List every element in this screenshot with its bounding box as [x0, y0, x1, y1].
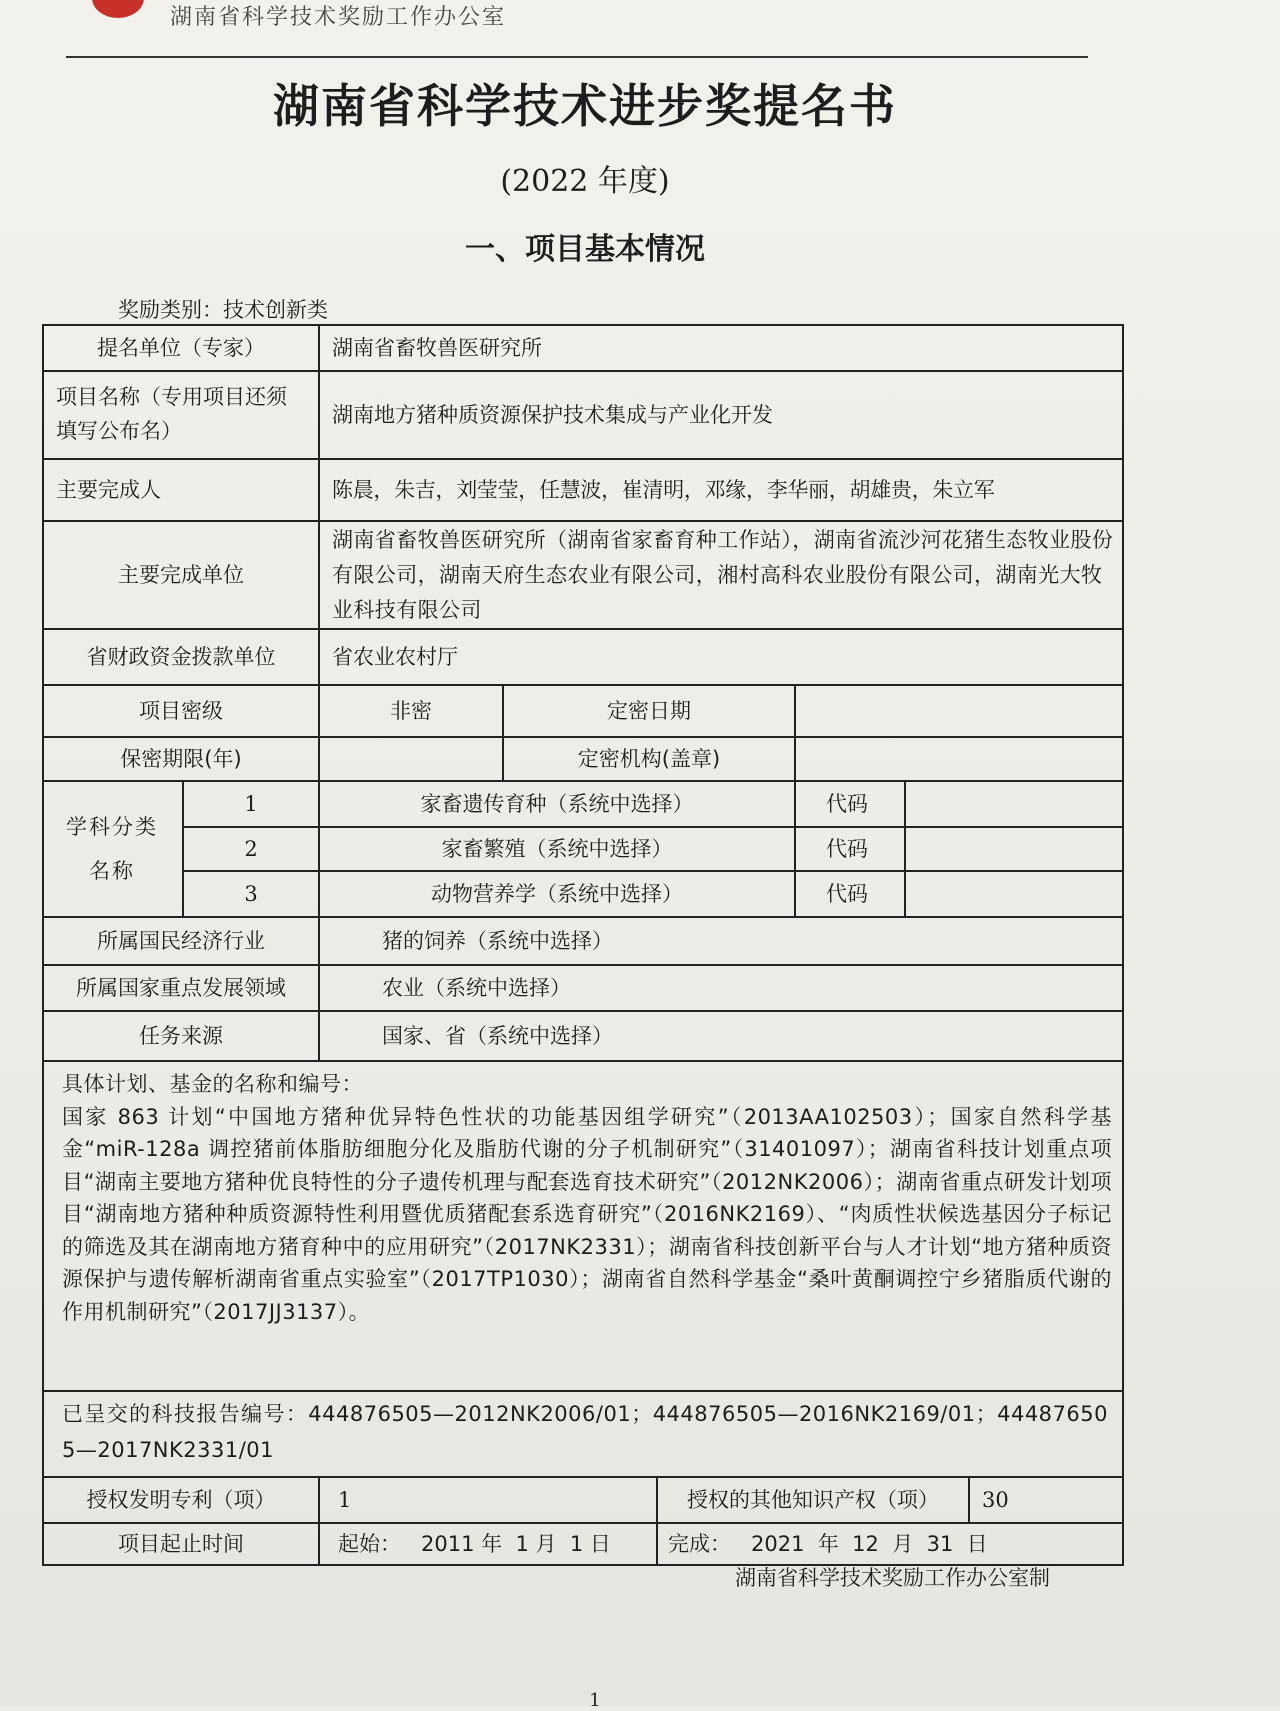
- document-title: 湖南省科学技术进步奖提名书: [273, 79, 897, 133]
- secret-level-label: 项目密级: [139, 699, 223, 723]
- table-rule: [794, 780, 796, 916]
- red-seal-fragment: [92, 0, 144, 18]
- industry-value: 猪的饲养（系统中选择）: [382, 929, 613, 953]
- discipline-code: [912, 782, 1112, 826]
- finance-value: 省农业农村厅: [332, 645, 458, 669]
- field-value: 农业（系统中选择）: [382, 976, 571, 1000]
- period-end: 完成： 2021 年 12 月 31 日: [668, 1532, 988, 1556]
- industry-label: 所属国民经济行业: [97, 929, 265, 953]
- source-value: 国家、省（系统中选择）: [382, 1024, 613, 1048]
- discipline-code: [912, 828, 1112, 870]
- discipline-number: 1: [244, 792, 258, 816]
- fund-block: [62, 1068, 1112, 1388]
- discipline-name: 家畜遗传育种（系统中选择）: [420, 792, 694, 816]
- table-rule: [42, 1060, 1124, 1062]
- secret-date-label: 定密日期: [607, 699, 691, 723]
- table-rule: [968, 1476, 970, 1522]
- period-label: 项目起止时间: [118, 1532, 244, 1556]
- nominator-label: 提名单位（专家）: [97, 336, 265, 360]
- table-rule: [904, 780, 906, 916]
- secret-period-value: [320, 738, 502, 780]
- document-year: (2022 年度): [500, 164, 670, 199]
- project-label: 项目名称（专用项目还须填写公布名）: [56, 385, 287, 443]
- discipline-name: 家畜繁殖（系统中选择）: [441, 837, 673, 861]
- made-by-footer: 湖南省科学技术奖励工作办公室制: [735, 1566, 1050, 1590]
- ip-value: 30: [982, 1488, 1009, 1512]
- secret-org-value: [802, 738, 1112, 780]
- header-rule: [66, 56, 1088, 58]
- finance-label: 省财政资金拨款单位: [86, 645, 276, 669]
- units-value: 湖南省畜牧兽医研究所（湖南省家畜育种工作站），湖南省流沙河花猪生态牧业股份有限公司，湖南天府生态农业有限公司，湘村高科农业股份有限公司，湖南光大牧业科技有限公司: [332, 527, 1114, 622]
- patent-label: 授权发明专利（项）: [86, 1488, 276, 1512]
- discipline-code-label: 代码: [826, 792, 868, 816]
- table-rule: [42, 1390, 1124, 1392]
- period-start: 起始： 2011 年 1 月 1 日: [338, 1532, 611, 1556]
- page-number: 1: [589, 1690, 601, 1711]
- discipline-name: 动物营养学（系统中选择）: [431, 882, 683, 906]
- table-rule: [1122, 324, 1124, 1566]
- discipline-number: 2: [244, 837, 258, 861]
- discipline-label: 学科分类名称: [66, 815, 158, 883]
- project-value: 湖南地方猪种质资源保护技术集成与产业化开发: [332, 403, 773, 427]
- discipline-number: 3: [244, 882, 258, 906]
- table-rule: [794, 684, 796, 782]
- source-label: 任务来源: [139, 1024, 223, 1048]
- fund-title: 具体计划、基金的名称和编号：: [62, 1072, 363, 1096]
- discipline-code: [912, 872, 1112, 916]
- office-header: 湖南省科学技术奖励工作办公室: [170, 5, 507, 30]
- ip-label: 授权的其他知识产权（项）: [687, 1488, 939, 1512]
- units-label: 主要完成单位: [118, 563, 244, 587]
- award-category: 奖励类别：技术创新类: [118, 298, 328, 322]
- secret-date-value: [802, 686, 1112, 736]
- secret-level-value: 非密: [390, 699, 432, 723]
- people-value: 陈晨，朱吉，刘莹莹，任慧波，崔清明，邓缘，李华丽，胡雄贵，朱立军: [332, 478, 995, 502]
- discipline-code-label: 代码: [826, 882, 868, 906]
- section-heading: 一、项目基本情况: [465, 232, 705, 267]
- secret-org-label: 定密机构(盖章): [577, 747, 721, 771]
- discipline-code-label: 代码: [826, 837, 868, 861]
- fund-text: 国家 863 计划“中国地方猪种优异特色性状的功能基因组学研究”（2013AA102503）；国家自然科学基金“miR-128a 调控猪前体脂肪细胞分化及脂肪代谢的分子机制研究”（31401097）；湖南省科技计划重点项目“湖南主要地方猪种优良特性的分子遗传机理与配套选育技术研究”（2012NK2006）；湖南省重点研发计划项目“湖南地方猪种种质资源特性利用暨优质猪配套系选育研究”（2016NK2169）、“肉质性状候选基因分子标记的筛选及其在湖南地方猪育种中的应用研究”（2017NK2331）；湖南省科技创新平台与人才计划“地方猪种质资源保护与遗传解析湖南省重点实验室”（2017TP1030）；湖南省自然科学基金“桑叶黄酮调控宁乡猪脂质代谢的作用机制研究”（2017JJ3137）。: [62, 1104, 1112, 1324]
- table-rule: [318, 1476, 320, 1564]
- report-text: 已呈交的科技报告编号：444876505—2012NK2006/01；444876505—2016NK2169/01；444876505—2017NK2331/01: [62, 1402, 1108, 1462]
- people-label: 主要完成人: [56, 478, 161, 502]
- nominator-value: 湖南省畜牧兽医研究所: [332, 336, 542, 360]
- secret-period-label: 保密期限(年): [120, 747, 242, 771]
- field-label: 所属国家重点发展领域: [76, 976, 286, 1000]
- patent-value: 1: [338, 1488, 352, 1512]
